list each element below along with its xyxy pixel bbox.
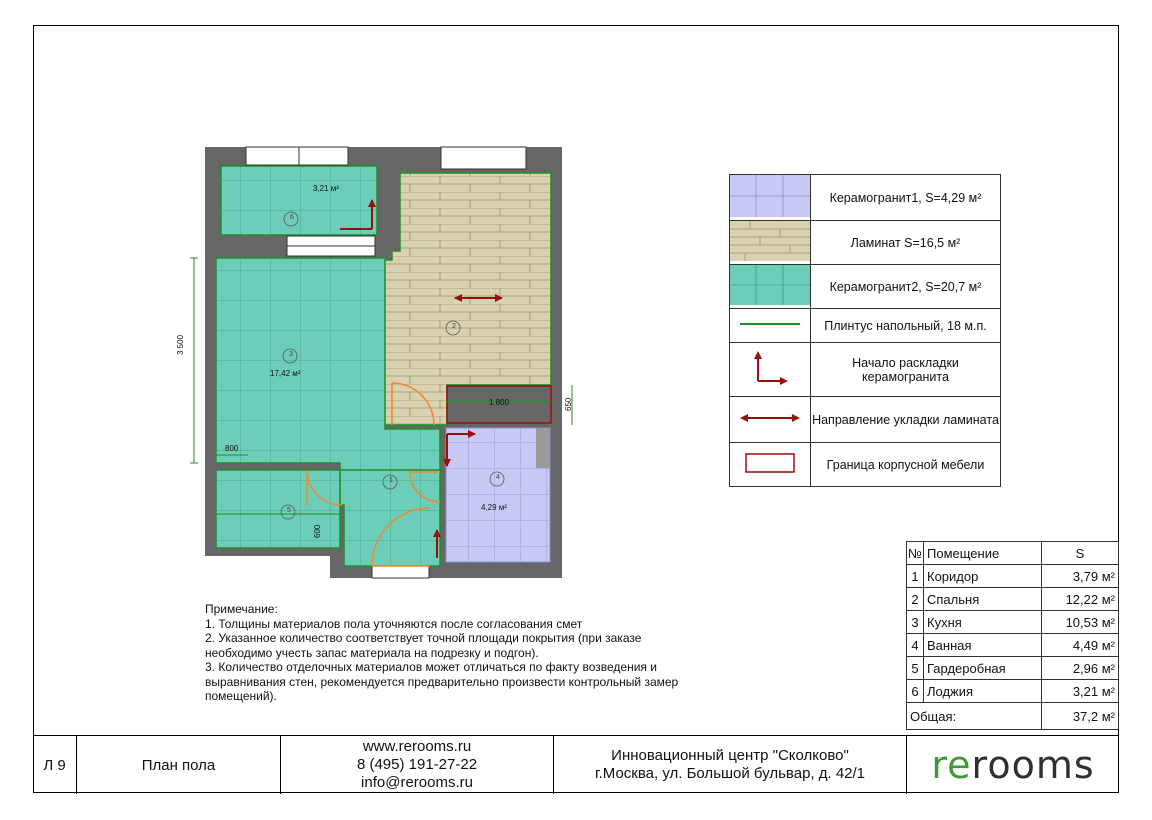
website-link[interactable]: www.rerooms.ru: [362, 738, 472, 755]
table-header-row: [907, 542, 1119, 565]
legend-swatch-furniture: [730, 443, 811, 487]
notes-heading: Примечание:: [205, 602, 278, 616]
area-label-bathroom: 4,29 м²: [481, 503, 507, 512]
table-row: [907, 680, 1119, 703]
table-row: [907, 634, 1119, 657]
table-cell: Гардеробная: [924, 657, 1042, 680]
contacts: [280, 736, 553, 794]
room-bathroom: [446, 428, 550, 562]
table-cell: Кухня: [924, 611, 1042, 634]
table-cell: Коридор: [924, 565, 1042, 588]
legend-row: [730, 343, 1001, 397]
table-total-value: 37,2 м²: [1042, 703, 1119, 730]
notes: [205, 602, 725, 704]
table-header: S: [1042, 542, 1119, 565]
legend-swatch-skirting: [730, 309, 811, 343]
title-block: [33, 735, 1119, 794]
dimension-1800: 1 800: [489, 398, 510, 407]
legend-row: [730, 175, 1001, 221]
room-marker-1: 1: [389, 477, 393, 484]
legend-row: [730, 221, 1001, 265]
room-marker-5: 5: [287, 507, 291, 514]
table-total-label: Общая:: [907, 703, 1042, 730]
table-header: №: [907, 542, 924, 565]
legend-swatch-laminate: [730, 221, 811, 265]
legend-swatch-porcelain1: [730, 175, 811, 221]
legend-table: [729, 174, 1001, 487]
sheet-number: Л 9: [43, 756, 66, 774]
address-block: [553, 736, 906, 794]
table-cell: 12,22 м²: [1042, 588, 1119, 611]
table-cell: 1: [907, 565, 924, 588]
table-cell: 10,53 м²: [1042, 611, 1119, 634]
email-link[interactable]: info@rerooms.ru: [361, 774, 473, 791]
dimension-650: 650: [564, 397, 573, 411]
table-cell: Лоджия: [924, 680, 1042, 703]
legend-swatch-direction-arrow-icon: [730, 397, 811, 443]
table-cell: 3: [907, 611, 924, 634]
logo: [906, 736, 1119, 794]
table-cell: 4,49 м²: [1042, 634, 1119, 657]
window-top-right: [441, 147, 526, 169]
table-row: [907, 657, 1119, 680]
area-label-loggia: 3,21 м²: [313, 184, 339, 193]
legend-label: Плинтус напольный, 18 м.п.: [811, 309, 1001, 343]
room-marker-6: 6: [290, 214, 294, 221]
room-marker-2: 2: [452, 323, 456, 330]
notes-line: выравнивания стен, рекомендуется предварительно произвести контрольный замер: [205, 674, 679, 689]
logo-text-rooms: rooms: [971, 743, 1095, 787]
organization: Инновационный центр "Сколково": [611, 747, 849, 764]
table-cell: 6: [907, 680, 924, 703]
table-cell: 3,21 м²: [1042, 680, 1119, 703]
table-cell: 3,79 м²: [1042, 565, 1119, 588]
entrance-door: [372, 566, 429, 578]
room-loggia: [221, 166, 377, 235]
table-row: [907, 588, 1119, 611]
legend-row: [730, 309, 1001, 343]
room-area-table: [906, 541, 1119, 730]
table-row: [907, 565, 1119, 588]
legend-label: Граница корпусной мебели: [811, 443, 1001, 487]
table-cell: 2: [907, 588, 924, 611]
notes-line: 1. Толщины материалов пола уточняются после согласования смет: [205, 616, 583, 631]
legend-swatch-start-arrow-icon: [730, 343, 811, 397]
legend-row: [730, 397, 1001, 443]
dimension-3500: 3 500: [176, 334, 185, 355]
table-cell: 5: [907, 657, 924, 680]
sheet-title: План пола: [76, 736, 280, 794]
notes-line: необходимо учесть запас материала на подрезку и подгон).: [205, 645, 539, 660]
phone-number: 8 (495) 191-27-22: [356, 756, 478, 773]
table-cell: 2,96 м²: [1042, 657, 1119, 680]
legend-label: Керамогранит2, S=20,7 м²: [811, 265, 1001, 309]
address: г.Москва, ул. Большой бульвар, д. 42/1: [594, 765, 866, 782]
table-cell: 4: [907, 634, 924, 657]
dimension-800: 800: [225, 444, 239, 453]
table-cell: Ванная: [924, 634, 1042, 657]
table-total-row: [907, 703, 1119, 730]
legend-swatch-porcelain2: [730, 265, 811, 309]
area-label-kitchen: 17,42 м²: [270, 369, 301, 378]
legend-label: Начало раскладки керамогранита: [811, 343, 1001, 397]
table-header: Помещение: [924, 542, 1042, 565]
legend-label: Ламинат S=16,5 м²: [811, 221, 1001, 265]
room-marker-4: 4: [496, 474, 500, 481]
legend-row: [730, 265, 1001, 309]
bathroom-fixture: [536, 428, 550, 468]
logo-text-re: re: [931, 743, 972, 787]
legend-row: [730, 443, 1001, 487]
room-marker-3: 3: [289, 351, 293, 358]
table-cell: Спальня: [924, 588, 1042, 611]
notes-line: 3. Количество отделочных материалов может отличаться по факту возведения и: [205, 660, 657, 674]
legend-label: Керамогранит1, S=4,29 м²: [811, 175, 1001, 221]
legend-label: Направление укладки ламината: [811, 397, 1001, 443]
dimension-600: 600: [313, 524, 322, 538]
notes-line: помещений).: [205, 689, 277, 703]
room-corridor: [340, 470, 440, 566]
notes-line: 2. Указанное количество соответствует точной площади покрытия (при заказе: [205, 631, 642, 645]
table-row: [907, 611, 1119, 634]
window-top-left: [246, 147, 348, 165]
